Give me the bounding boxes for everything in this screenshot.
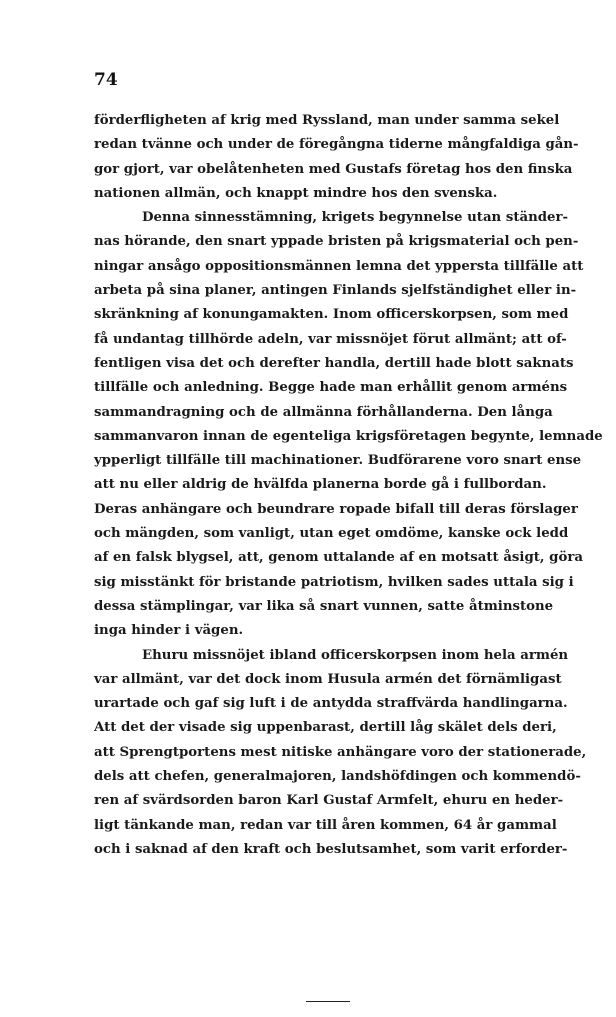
paragraph: [94, 109, 579, 206]
text-line: skränkning af konungamakten. Inom officerskorpsen, som med: [94, 307, 569, 323]
text-line: Deras anhängare och beundrare ropade bifall till deras förslager: [94, 501, 578, 517]
text-line: arbeta på sina planer, antingen Finlands sjelfständighet eller in-: [94, 283, 577, 299]
bottom-rule: [306, 1001, 350, 1002]
text-line: Denna sinnesstämning, krigets begynnelse utan ständer-: [142, 210, 569, 226]
text-line: få undantag tillhörde adeln, var missnöjet förut allmänt; att of-: [94, 331, 567, 347]
text-line: tillfälle och anledning. Begge hade man erhållit genom arméns: [94, 380, 568, 396]
text-line: och mängden, som vanligt, utan eget omdöme, kanske ock ledd: [94, 526, 569, 542]
paragraph: [94, 206, 603, 643]
text-line: ningar ansågo oppositionsmännen lemna det yppersta tillfälle att: [94, 258, 584, 274]
text-line: och i saknad af den kraft och beslutsamhet, som varit erforder-: [94, 841, 568, 857]
text-line: ligt tänkande man, redan var till åren kommen, 64 år gammal: [94, 817, 557, 833]
text-line: dessa stämplingar, var lika så snart vunnen, satte åtminstone: [94, 598, 554, 614]
text-line: var allmänt, var det dock inom Husula armén det förnämligast: [94, 671, 562, 687]
text-line: Att det der visade sig uppenbarast, dertill låg skälet dels deri,: [94, 720, 557, 736]
text-line: sig misstänkt för bristande patriotism, hvilken sades uttala sig i: [94, 574, 574, 590]
text-line: redan tvänne och under de föregångna tiderne mångfaldiga gån-: [94, 137, 579, 153]
text-line: förderfligheten af krig med Ryssland, man under samma sekel: [94, 113, 560, 128]
text-line: inga hinder i vägen.: [94, 623, 244, 639]
text-line: ren af svärdsorden baron Karl Gustaf Armfelt, ehuru en heder-: [94, 793, 564, 809]
text-line: ypperligt tillfälle till machinationer. Budförarene voro snart ense: [94, 453, 582, 469]
text-line: sammandragning och de allmänna förhållanderna. Den långa: [94, 404, 553, 420]
text-line: nas hörande, den snart yppade bristen på krigsmaterial och pen-: [94, 234, 579, 250]
text-line: gor gjort, var obelåtenheten med Gustafs företag hos den finska: [94, 161, 573, 177]
text-line: af en falsk blygsel, att, genom uttalande af en motsatt åsigt, göra: [94, 550, 583, 566]
body-text: [94, 109, 603, 862]
text-line: nationen allmän, och knappt mindre hos den svenska.: [94, 185, 498, 201]
text-line: urartade och gaf sig luft i de antydda straffvärda handlingarna.: [94, 696, 568, 712]
page-number: 74: [94, 70, 118, 90]
paragraph: [94, 644, 587, 863]
text-line: fentligen visa det och derefter handla, dertill hade blott saknats: [94, 355, 574, 371]
text-line: Ehuru missnöjet ibland officerskorpsen inom hela armén: [142, 647, 569, 663]
text-line: sammanvaron innan de egenteliga krigsföretagen begynte, lemnade: [94, 428, 603, 444]
text-line: att nu eller aldrig de hvälfda planerna borde gå i fullbordan.: [94, 477, 547, 493]
text-line: att Sprengtportens mest nitiske anhängare voro der stationerade,: [94, 744, 587, 760]
text-line: dels att chefen, generalmajoren, landshöfdingen och kommendö-: [94, 769, 581, 785]
